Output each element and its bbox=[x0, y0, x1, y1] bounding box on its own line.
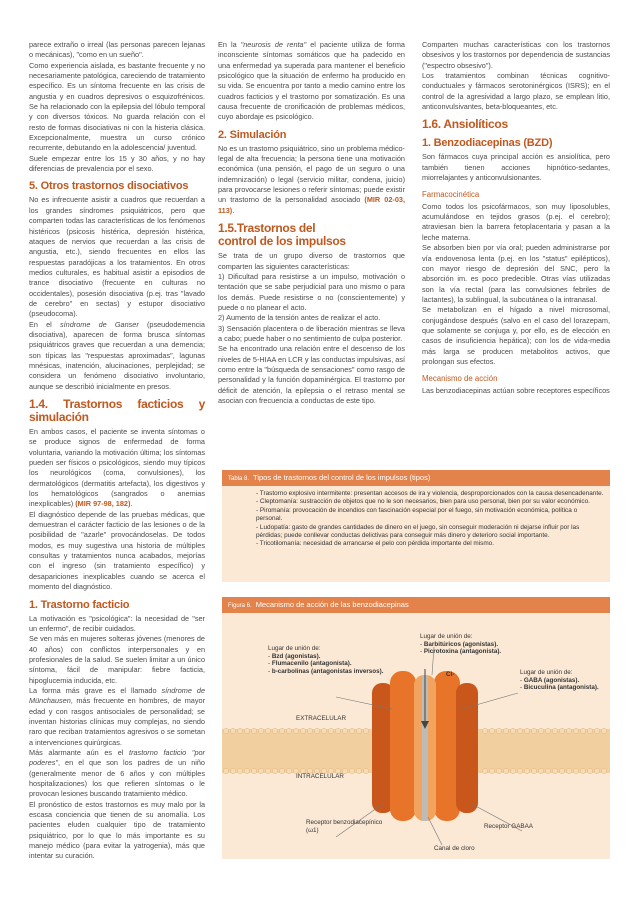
lipid-head bbox=[517, 768, 522, 773]
lipid-head bbox=[482, 768, 487, 773]
lipid-head bbox=[307, 728, 312, 733]
lipid-head bbox=[573, 728, 578, 733]
paragraph: En ambos casos, el paciente se inventa síntomas o se produce signos de enfermedad de forma voluntaria, variando la motivación última; los síntomas pueden ser físicos o psicológicos, siendo muy típicos los neurológicos (coma, convulsiones), los dermatológicos (dermatitis artefacta), los digestivos y los hematológicos (sangrados o anemias inexplicables) (MIR 97-98, 182). bbox=[29, 427, 205, 509]
paragraph: En la "neurosis de renta" el paciente utiliza de forma inconsciente síntomas somáticos que ha padecido en una enfermedad ya superada para mantener el beneficio psicológico que la situación de enfermo ha producido en su vida. Se encuentra por tanto a medio camino entre los cuadros facticios y el trastorno por somatización. Es una causa frecuente de cronificación de problemas médicos, cuyo abordaje es psicológico. bbox=[218, 40, 405, 122]
section-heading-simulacion: 2. Simulación bbox=[218, 128, 287, 141]
receptor-subunit bbox=[456, 683, 478, 813]
lipid-head bbox=[279, 768, 284, 773]
lipid-head bbox=[503, 728, 508, 733]
table-header: Tabla 8. Tipos de trastornos del control de los impulsos (tipos) bbox=[222, 470, 610, 486]
column-1 bbox=[29, 40, 205, 862]
subheading-farmacocinetica: Farmacocinética bbox=[422, 190, 480, 200]
lipid-head bbox=[272, 728, 277, 733]
paragraph: La motivación es "psicológica": la necesidad de "ser un enfermo", de recibir cuidados. bbox=[29, 613, 205, 633]
section-heading-facticios: 1.4. Trastornos facticios y simulación bbox=[29, 397, 205, 424]
lipid-head bbox=[580, 728, 585, 733]
lipid-head bbox=[321, 728, 326, 733]
lipid-head bbox=[230, 728, 235, 733]
lipid-head bbox=[356, 728, 361, 733]
paragraph: Los tratamientos combinan técnicas cognitivo-conductuales y fármacos serotoninérgicos (ISRS); en el control de la agresividad a largo plazo, se emplean litio, anticonvulsivantes, beta-bloqueantes, etc. bbox=[422, 71, 610, 112]
lipid-head bbox=[580, 768, 585, 773]
section-heading-trastorno-facticio: 1. Trastorno facticio bbox=[29, 598, 130, 611]
paragraph: 2) Aumento de la tensión antes de realizar el acto. bbox=[218, 313, 381, 323]
receptor-subunit bbox=[390, 671, 416, 821]
lipid-head bbox=[524, 728, 529, 733]
lipid-head bbox=[545, 768, 550, 773]
lipid-head bbox=[538, 728, 543, 733]
mir-reference: (MIR 02-03, 113) bbox=[218, 195, 405, 215]
paragraph: El diagnóstico depende de las pruebas médicas, que demuestran el carácter facticio de las lesiones o de la posibilidad de "azarle" provocándoselas. De todos modos, es muy sugestiva una historia de múltiples consultas y tratamientos nunca acabados, mejorías con el ingreso (sin tratamiento específico) y desapariciones inexplicables cuando se acerca el momento del diagnóstico. bbox=[29, 509, 205, 592]
paragraph: Se ha encontrado una relación entre el descenso de los niveles de 5-HIAA en LCR y las conductas impulsivas, así como entre la "búsqueda de sensaciones" como rasgo de personalidad y la función dopaminérgica. El trastorno por déficit de atención, la epilepsia o el retraso mental se asocian con frecuencia a conductas de este tipo. bbox=[218, 344, 405, 405]
paragraph: Las benzodiacepinas actúan sobre receptores específicos bbox=[422, 385, 610, 395]
lipid-head bbox=[251, 728, 256, 733]
lipid-head bbox=[538, 768, 543, 773]
paragraph: Como experiencia aislada, es bastante frecuente y no necesariamente patológica, careciendo de tratamiento específico. Es un síntoma frecuente en las crisis de angustia y en cuadros depresivos o esquizofrénicos. Se ha relacionado con la epilepsia del lóbulo temporal y con diversos tóxicos. No guarda relación con el resto de formas disociativas ni con la histeria clásica. Excepcionalmente, muestra un curso crónico recurrente, debutando en la adolescencia/ juventud. bbox=[29, 60, 205, 153]
lipid-head bbox=[496, 768, 501, 773]
paragraph: Se absorben bien por vía oral; pueden administrarse por vía endovenosa lenta (p.ej. en los "status" epilépticos), con mayor riesgo de depresión del SNC, pero la absorción im. es poco predecible. Otras vías utilizadas son la vía rectal (para las convulsiones febriles de lactantes), la sublingual, la subcutánea o la intranasal. bbox=[422, 243, 610, 304]
table-list bbox=[222, 486, 610, 549]
lipid-head bbox=[587, 768, 592, 773]
barbiturate-binding-site-label: Lugar de unión de: - Barbitúricos (agonistas). - Picrotoxina (antagonista). bbox=[420, 633, 502, 656]
list-item: - Cleptomanía: sustracción de objetos que no le son necesarios, bien para uso personal, bien por su valor económico. bbox=[256, 498, 604, 506]
lipid-head bbox=[594, 768, 599, 773]
lipid-head bbox=[594, 728, 599, 733]
lipid-head bbox=[293, 728, 298, 733]
lipid-head bbox=[601, 728, 606, 733]
lipid-head bbox=[496, 728, 501, 733]
lipid-head bbox=[552, 728, 557, 733]
lipid-head bbox=[244, 728, 249, 733]
lipid-head bbox=[230, 768, 235, 773]
section-heading-control-impulsos: 1.5.Trastornos del control de los impulsos bbox=[218, 221, 346, 249]
lipid-head bbox=[237, 768, 242, 773]
lipid-head bbox=[356, 768, 361, 773]
lipid-head bbox=[279, 728, 284, 733]
subheading-mecanismo: Mecanismo de acción bbox=[422, 374, 498, 384]
chloride-ion-label: Cl- bbox=[446, 671, 455, 678]
lipid-head bbox=[300, 728, 305, 733]
lipid-head bbox=[531, 728, 536, 733]
lipid-head bbox=[223, 728, 228, 733]
lipid-head bbox=[363, 728, 368, 733]
extracellular-label: EXTRACELULAR bbox=[296, 715, 347, 722]
lipid-head bbox=[545, 728, 550, 733]
list-item: - Trastorno explosivo intermitente: presentan accesos de ira y violencia, desproporcionados con la causa desencadenante. bbox=[256, 490, 604, 498]
paragraph: En el síndrome de Ganser (pseudodemencia disociativa), aparecen de forma brusca síntomas psiquiátricos graves que recuerdan a una demencia; son típicas las "respuestas aproximadas", lagunas mnésicas, inatención, alucinaciones, perplejidad; se considera un fenómeno disociativo involuntario, aunque se describió inicialmente en presos. bbox=[29, 319, 205, 391]
lipid-head bbox=[524, 768, 529, 773]
list-item: - Piromanía: provocación de incendios con fascinación especial por el fuego, sin motivación económica, política o personal. bbox=[256, 507, 604, 524]
paragraph: No es infrecuente asistir a cuadros que recuerdan a los grandes síndromes psiquiátricos, pero que comparten todas las características de los fenómenos histéricos (psicosis histérica, depresión histérica, ataques de nervios que recuerdan a las crisis de angustia, etc.), siendo frecuentes en ellos las respuestas paradójicas a los tratamientos. En otros medios culturales, es habitual asistir a episodios de trance disociativo (frecuente en culturas no occidentales), posesión disociativa (p.ej. tras "lavado de cerebro" en sectas) y estupor disociativo (pseudocoma). bbox=[29, 195, 205, 319]
paragraph: Más alarmante aún es el trastorno facticio "por poderes", en el que son los padres de un niño (generalmente menor de 6 años y con múltiples hospitalizaciones) los que refieren síntomas o le provocan lesiones buscando tratamiento médico. bbox=[29, 747, 205, 799]
lipid-head bbox=[265, 728, 270, 733]
gaba-receptor-label: Receptor GABAA bbox=[484, 823, 533, 830]
lipid-head bbox=[587, 728, 592, 733]
lipid-head bbox=[531, 768, 536, 773]
paragraph: Como todos los psicofármacos, son muy liposolubles, acumulándose en tejidos grasos (p.ej. el cerebro); atraviesan bien la barrera fetoplacentaria y pasan a la leche materna. bbox=[422, 201, 610, 242]
lipid-head bbox=[258, 728, 263, 733]
lipid-head bbox=[335, 728, 340, 733]
lipid-head bbox=[489, 768, 494, 773]
lipid-head bbox=[552, 768, 557, 773]
lipid-head bbox=[601, 768, 606, 773]
column-3 bbox=[422, 40, 610, 396]
lipid-head bbox=[328, 728, 333, 733]
lipid-head bbox=[363, 768, 368, 773]
bzd-binding-site-label: Lugar de unión de: - Bzd (agonistas). - Flumacenilo (antagonista). - b-carbolinas (antagonistas inversos). bbox=[268, 645, 384, 675]
lipid-head bbox=[251, 768, 256, 773]
list-item: - Tricotilomanía: necesidad de arrancarse el pelo con pérdida importante del mismo. bbox=[256, 540, 604, 548]
paragraph: Se ven más en mujeres solteras jóvenes (menores de 40 años) con conflictos interpersonales y en profesionales de la salud. Se suelen limitar a un único síntoma, fácil de manipular: fiebre facticia, hipoglucemia inducida, etc. bbox=[29, 634, 205, 685]
paragraph: Se trata de un grupo diverso de trastornos que comparten las siguientes características: bbox=[218, 251, 405, 271]
lipid-head bbox=[510, 768, 515, 773]
chloride-channel-label: Canal de cloro bbox=[434, 845, 475, 852]
lipid-head bbox=[517, 728, 522, 733]
figure-header: Figura 6. Mecanismo de acción de las benzodiacepinas bbox=[222, 597, 610, 613]
lipid-head bbox=[244, 768, 249, 773]
lipid-head bbox=[503, 768, 508, 773]
column-2 bbox=[218, 40, 405, 406]
lipid-head bbox=[237, 728, 242, 733]
lipid-head bbox=[559, 768, 564, 773]
section-heading-ansioliticos: 1.6. Ansiolíticos bbox=[422, 117, 508, 132]
lipid-head bbox=[342, 728, 347, 733]
pointer-line bbox=[428, 817, 442, 845]
paragraph: No es un trastorno psiquiátrico, sino un problema médico-legal de alta frecuencia; la persona tiene una motivación económica (una pensión, el pago de un seguro o una indemnización) o legal (servicio militar, condena, juicio) para provocarse lesiones o referir síntomas; puede existir un trastorno de la personalidad asociado (MIR 02-03, 113). bbox=[218, 143, 405, 215]
gaba-binding-site-label-box: Lugar de unión de: - GABA (agonistas). - Bicuculina (antagonista). bbox=[520, 669, 599, 692]
mir-reference: (MIR 97-98, 182) bbox=[75, 499, 131, 509]
bzd-receptor-label: Receptor benzodiacepínico (ω1) bbox=[306, 819, 383, 834]
paragraph: 3) Sensación placentera o de liberación mientras se lleva a cabo; puede haber o no sentimiento de culpa posterior. bbox=[218, 323, 405, 343]
intracellular-label: INTRACELULAR bbox=[296, 773, 344, 780]
lipid-head bbox=[258, 768, 263, 773]
lipid-head bbox=[286, 728, 291, 733]
paragraph: parece extraño o irreal (las personas parecen lejanas o mecánicas), "como en un sueño". bbox=[29, 40, 205, 60]
list-item: - Ludopatía: gasto de grandes cantidades de dinero en el juego, sin conseguir moderación ni dejarse influir por las pérdidas; puede conllevar conductas delictivas para conseguir más dinero y deterioro social importante. bbox=[256, 524, 604, 541]
lipid-head bbox=[573, 768, 578, 773]
lipid-head bbox=[559, 728, 564, 733]
paragraph: El pronóstico de estos trastornos es muy malo por la escasa conciencia que tienen de su anomalía. Los pacientes eluden cualquier tipo de tratamiento psiquiátrico, por lo que lo más importante es su manejo médico (para evitar la yatrogenia), más que intentar su curación. bbox=[29, 799, 205, 861]
section-heading-benzodiacepinas: 1. Benzodiacepinas (BZD) bbox=[422, 137, 553, 150]
lipid-head bbox=[510, 728, 515, 733]
paragraph: Se metabolizan en el hígado a nivel microsomal, conjugándose después (salvo en el caso del lorazepam, que solamente se conjuga y, por ello, es de elección en casos de insuficiencia hepática); con los de vida-media más larga se producen metabolitos activos, que prolongan sus efectos. bbox=[422, 305, 610, 366]
lipid-head bbox=[223, 768, 228, 773]
paragraph: Suele empezar entre los 15 y 30 años, y no hay diferencias de prevalencia por el sexo. bbox=[29, 153, 205, 174]
lipid-head bbox=[314, 728, 319, 733]
lipid-head bbox=[566, 728, 571, 733]
lipid-head bbox=[286, 768, 291, 773]
lipid-head bbox=[265, 768, 270, 773]
section-heading-otros-trastornos: 5. Otros trastornos disociativos bbox=[29, 180, 189, 193]
lipid-head bbox=[482, 728, 487, 733]
paragraph: La forma más grave es el llamado síndrome de Münchausen, más frecuente en hombres, de mayor edad y con rasgos antisociales de personalidad; se inventan historias clínicas muy complejas, no siendo raro que reciban tratamientos agresivos o se sometan a intervenciones quirúrgicas. bbox=[29, 685, 205, 747]
lipid-head bbox=[349, 768, 354, 773]
paragraph: Comparten muchas características con los trastornos obsesivos y los trastornos por dependencia de sustancias ("espectro obsesivo"). bbox=[422, 40, 610, 70]
table-8-box bbox=[222, 470, 610, 582]
lipid-head bbox=[349, 728, 354, 733]
lipid-head bbox=[272, 768, 277, 773]
lipid-head bbox=[566, 768, 571, 773]
figure-6-box bbox=[222, 597, 610, 859]
paragraph: Son fármacos cuya principal acción es ansiolítica, pero también tienen acciones hipnótico-sedantes, miorrelajantes y anticonvulsionantes. bbox=[422, 152, 610, 183]
lipid-head bbox=[489, 728, 494, 733]
paragraph: 1) Dificultad para resistirse a un impulso, motivación o tentación que se sabe perjudicial para uno mismo o para los demás. Puede resistirse o no (conscientemente) y puede o no planear el acto. bbox=[218, 271, 405, 312]
